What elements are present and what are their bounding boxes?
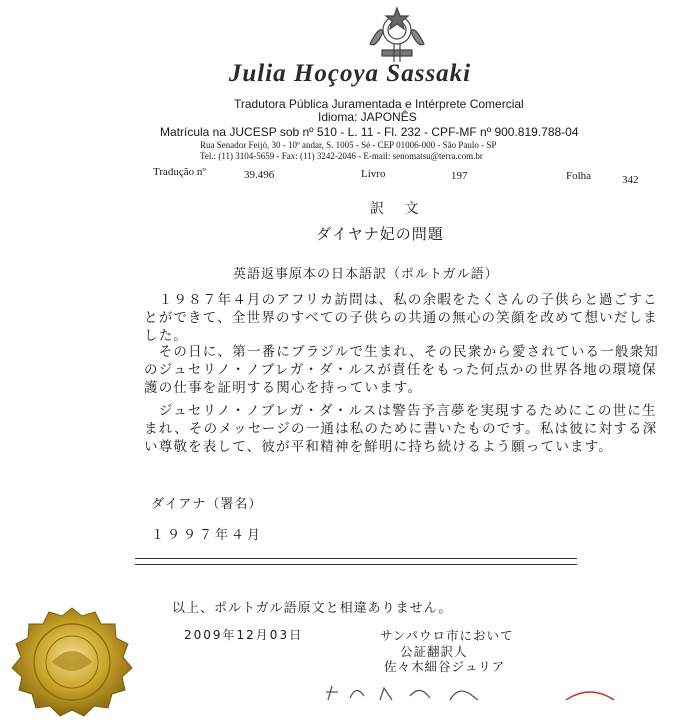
original-date: １９９７年４月: [151, 528, 264, 543]
page-number-value: 342: [622, 174, 639, 186]
translator-language: Idioma: JAPONÊS: [318, 110, 417, 124]
body-paragraph: その日に、第一番にブラジルで生まれ、その民衆から愛されている一般衆知のジュセリノ・ノブレガ・ダ・ルスが責任をもった何点かの世界各地の環境保護の仕事を証明する関心を持っています。: [144, 344, 659, 396]
translator-name: Julia Hoçoya Sassaki: [228, 60, 472, 87]
conformity-statement: 以上、ポルトガル語原文と相違ありません。: [172, 601, 453, 616]
handwritten-signature: [320, 682, 520, 702]
book-label: Livro: [361, 168, 386, 180]
certification-place: サンパウロ市において: [380, 628, 514, 643]
double-rule-divider: [135, 558, 577, 565]
body-paragraph: １９８７年４月のアフリカ訪問は、私の余暇をたくさんの子供らと過ごすことができて、全世界のすべての子供らの共通の無心の笑顔を改めて想いだしました。: [144, 292, 658, 344]
translator-title: Tradutora Pública Juramentada e Intérprete Comercial: [234, 97, 524, 111]
gold-notary-seal-icon: [0, 600, 162, 720]
translation-number-label: Tradução nº: [153, 166, 206, 178]
contact-info: Tel.: (11) 3104-5659 - Fax: (11) 3242-2046 - E-mail: senomatsu@terra.com.br: [200, 151, 483, 161]
signer-title: 公証翻訳人: [400, 644, 468, 659]
original-signature: ダイアナ（署名）: [151, 497, 263, 512]
document-title: ダイヤナ妃の問題: [316, 225, 444, 243]
page-label: Folha: [566, 170, 592, 182]
registration-info: Matrícula na JUCESP sob nº 510 - L. 11 - Fl. 232 - CPF-MF nº 900.819.788-04: [160, 125, 579, 139]
translation-number-value: 39.496: [244, 169, 275, 181]
signer-name: 佐々木細谷ジュリア: [384, 659, 506, 674]
brazil-coat-of-arms-icon: [360, 4, 434, 64]
book-number-value: 197: [451, 170, 468, 182]
document-subtitle: 英語返事原本の日本語訳（ポルトガル語）: [233, 267, 499, 282]
translation-heading: 訳 文: [370, 201, 427, 217]
office-address: Rua Senador Feijó, 30 - 10º andar, S. 1005 - Sé - CEP 01006-000 - São Paulo - SP: [200, 140, 497, 150]
certification-date: 2009年12月03日: [184, 628, 304, 642]
body-paragraph: ジュセリノ・ノブレガ・ダ・ルスは警告予言夢を実現するためにこの世に生まれ、そのメッセージの一通は私のために書いたものです。私は彼に対する深い尊敬を表して、彼が平和精神を鮮明に持ち続けるよう願っています。: [144, 403, 658, 455]
red-stamp-mark: [560, 684, 620, 700]
